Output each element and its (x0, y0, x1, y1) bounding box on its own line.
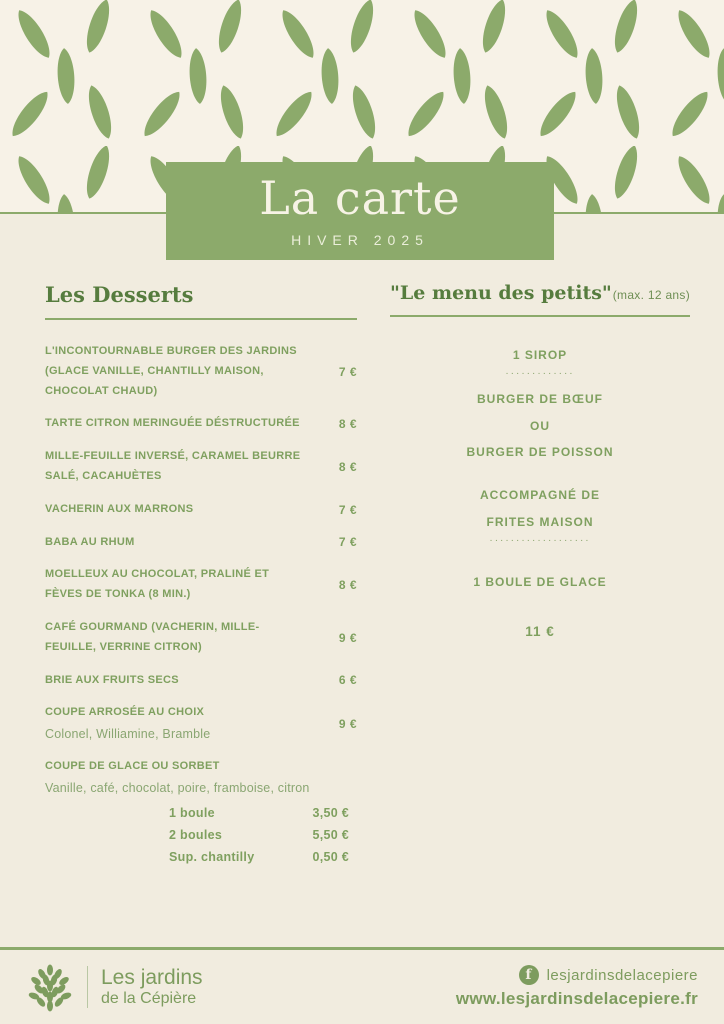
facebook-link[interactable] (456, 965, 698, 985)
menu-item-name: CAFÉ GOURMAND (VACHERIN, MILLE-FEUILLE, VERRINE CITRON) (45, 620, 260, 653)
page-title: La carte (259, 171, 461, 225)
footer-links (456, 965, 698, 1009)
menu-item (45, 565, 357, 605)
option-price: 3,50 € (312, 805, 349, 820)
menu-item-price: 9 € (338, 630, 357, 645)
kids-menu-lines (390, 347, 690, 641)
menu-item-text (45, 703, 317, 744)
desserts-section (45, 282, 357, 882)
menu-item-price: 6 € (338, 673, 357, 688)
kids-menu-line: ACCOMPAGNÉ DE (479, 488, 601, 503)
brand-name-line2: de la Cépière (101, 989, 197, 1007)
option-label: 1 boule (169, 805, 215, 820)
menu-item-name: COUPE DE GLACE OU SORBET (45, 760, 220, 773)
kids-menu-line: BURGER DE POISSON (466, 445, 614, 460)
option-row (45, 825, 349, 847)
menu-item-price: 9 € (338, 716, 357, 731)
menu-item-text (45, 671, 317, 691)
kids-menu-line: BURGER DE BŒUF (476, 391, 603, 406)
menu-item-subtext: Colonel, Williamine, Bramble (45, 727, 211, 742)
menu-item (45, 757, 357, 868)
kids-menu-heading (390, 282, 690, 317)
desserts-heading-label: Les Desserts (45, 282, 194, 307)
kids-menu-line: 11 € (525, 623, 555, 639)
menu-item-name: BABA AU RHUM (45, 535, 135, 548)
menu-item (45, 671, 357, 691)
menu-item-text (45, 533, 317, 553)
kids-menu-line: FRITES MAISON (486, 514, 594, 529)
kids-menu-age-note: (max. 12 ans) (612, 288, 690, 302)
brand-divider (87, 966, 88, 1008)
menu-item-name: BRIE AUX FRUITS SECS (45, 673, 179, 686)
menu-item-options (45, 803, 349, 869)
menu-item (45, 342, 357, 401)
menu-item-subtext: Vanille, café, chocolat, poire, framboise, citron (45, 780, 310, 795)
menu-item-text (45, 342, 317, 401)
option-row (45, 803, 349, 825)
website-link[interactable]: www.lesjardinsdelacepiere.fr (455, 989, 698, 1008)
brand-name (101, 966, 203, 1009)
footer (0, 950, 724, 1024)
facebook-handle: lesjardinsdelacepiere (546, 966, 698, 984)
kids-menu-line: ··················· (489, 534, 591, 546)
tree-of-leaves-icon (26, 961, 74, 1013)
menu-item-text (45, 565, 317, 605)
menu-item-price: 7 € (338, 535, 357, 550)
menu-item-price: 7 € (338, 364, 357, 379)
menu-item (45, 703, 357, 744)
kids-menu-line: 1 SIROP (512, 348, 568, 362)
kids-menu-heading-label: "Le menu des petits" (390, 282, 612, 304)
desserts-heading (45, 282, 357, 320)
menu-item-text (45, 414, 317, 434)
menu-item (45, 414, 357, 434)
menu-item-price: 8 € (338, 417, 357, 432)
option-price: 0,50 € (312, 849, 349, 864)
kids-menu-line: ············· (505, 367, 575, 379)
menu-item-price: 8 € (338, 578, 357, 593)
facebook-icon: f (519, 965, 539, 985)
menu-item-text (45, 447, 317, 487)
menu-item (45, 533, 357, 553)
menu-item-price: 8 € (338, 459, 357, 474)
desserts-list (45, 342, 357, 869)
brand-block (26, 961, 203, 1013)
menu-item-text (45, 618, 317, 658)
menu-item-name: TARTE CITRON MERINGUÉE DÉSTRUCTURÉE (45, 417, 300, 430)
kids-menu-line: OU (530, 418, 550, 433)
kids-menu-section (390, 282, 690, 641)
menu-item-text (45, 757, 357, 868)
menu-item-name: L'INCONTOURNABLE BURGER DES JARDINS (GLACE VANILLE, CHANTILLY MAISON, CHOCOLAT CHAUD) (45, 345, 297, 397)
menu-item-text (45, 500, 317, 520)
menu-item-name: MILLE-FEUILLE INVERSÉ, CARAMEL BEURRE SALÉ, CACAHUÈTES (45, 450, 301, 482)
kids-menu-line: 1 BOULE DE GLACE (473, 574, 607, 589)
menu-item-name: MOELLEUX AU CHOCOLAT, PRALINÉ ET FÈVES DE TONKA (8 MIN.) (45, 568, 270, 601)
page-subtitle: HIVER 2025 (291, 232, 429, 248)
menu-item (45, 500, 357, 520)
option-label: 2 boules (169, 827, 223, 842)
brand-name-line1: Les jardins (101, 965, 203, 989)
option-row (45, 847, 349, 869)
menu-item-name: COUPE ARROSÉE AU CHOIX (45, 706, 205, 719)
menu-item (45, 618, 357, 658)
option-label: Sup. chantilly (169, 849, 255, 864)
title-banner (166, 162, 554, 260)
menu-item-price: 7 € (338, 502, 357, 517)
menu-item-name: VACHERIN AUX MARRONS (45, 502, 194, 515)
menu-item (45, 447, 357, 487)
option-price: 5,50 € (312, 827, 349, 842)
